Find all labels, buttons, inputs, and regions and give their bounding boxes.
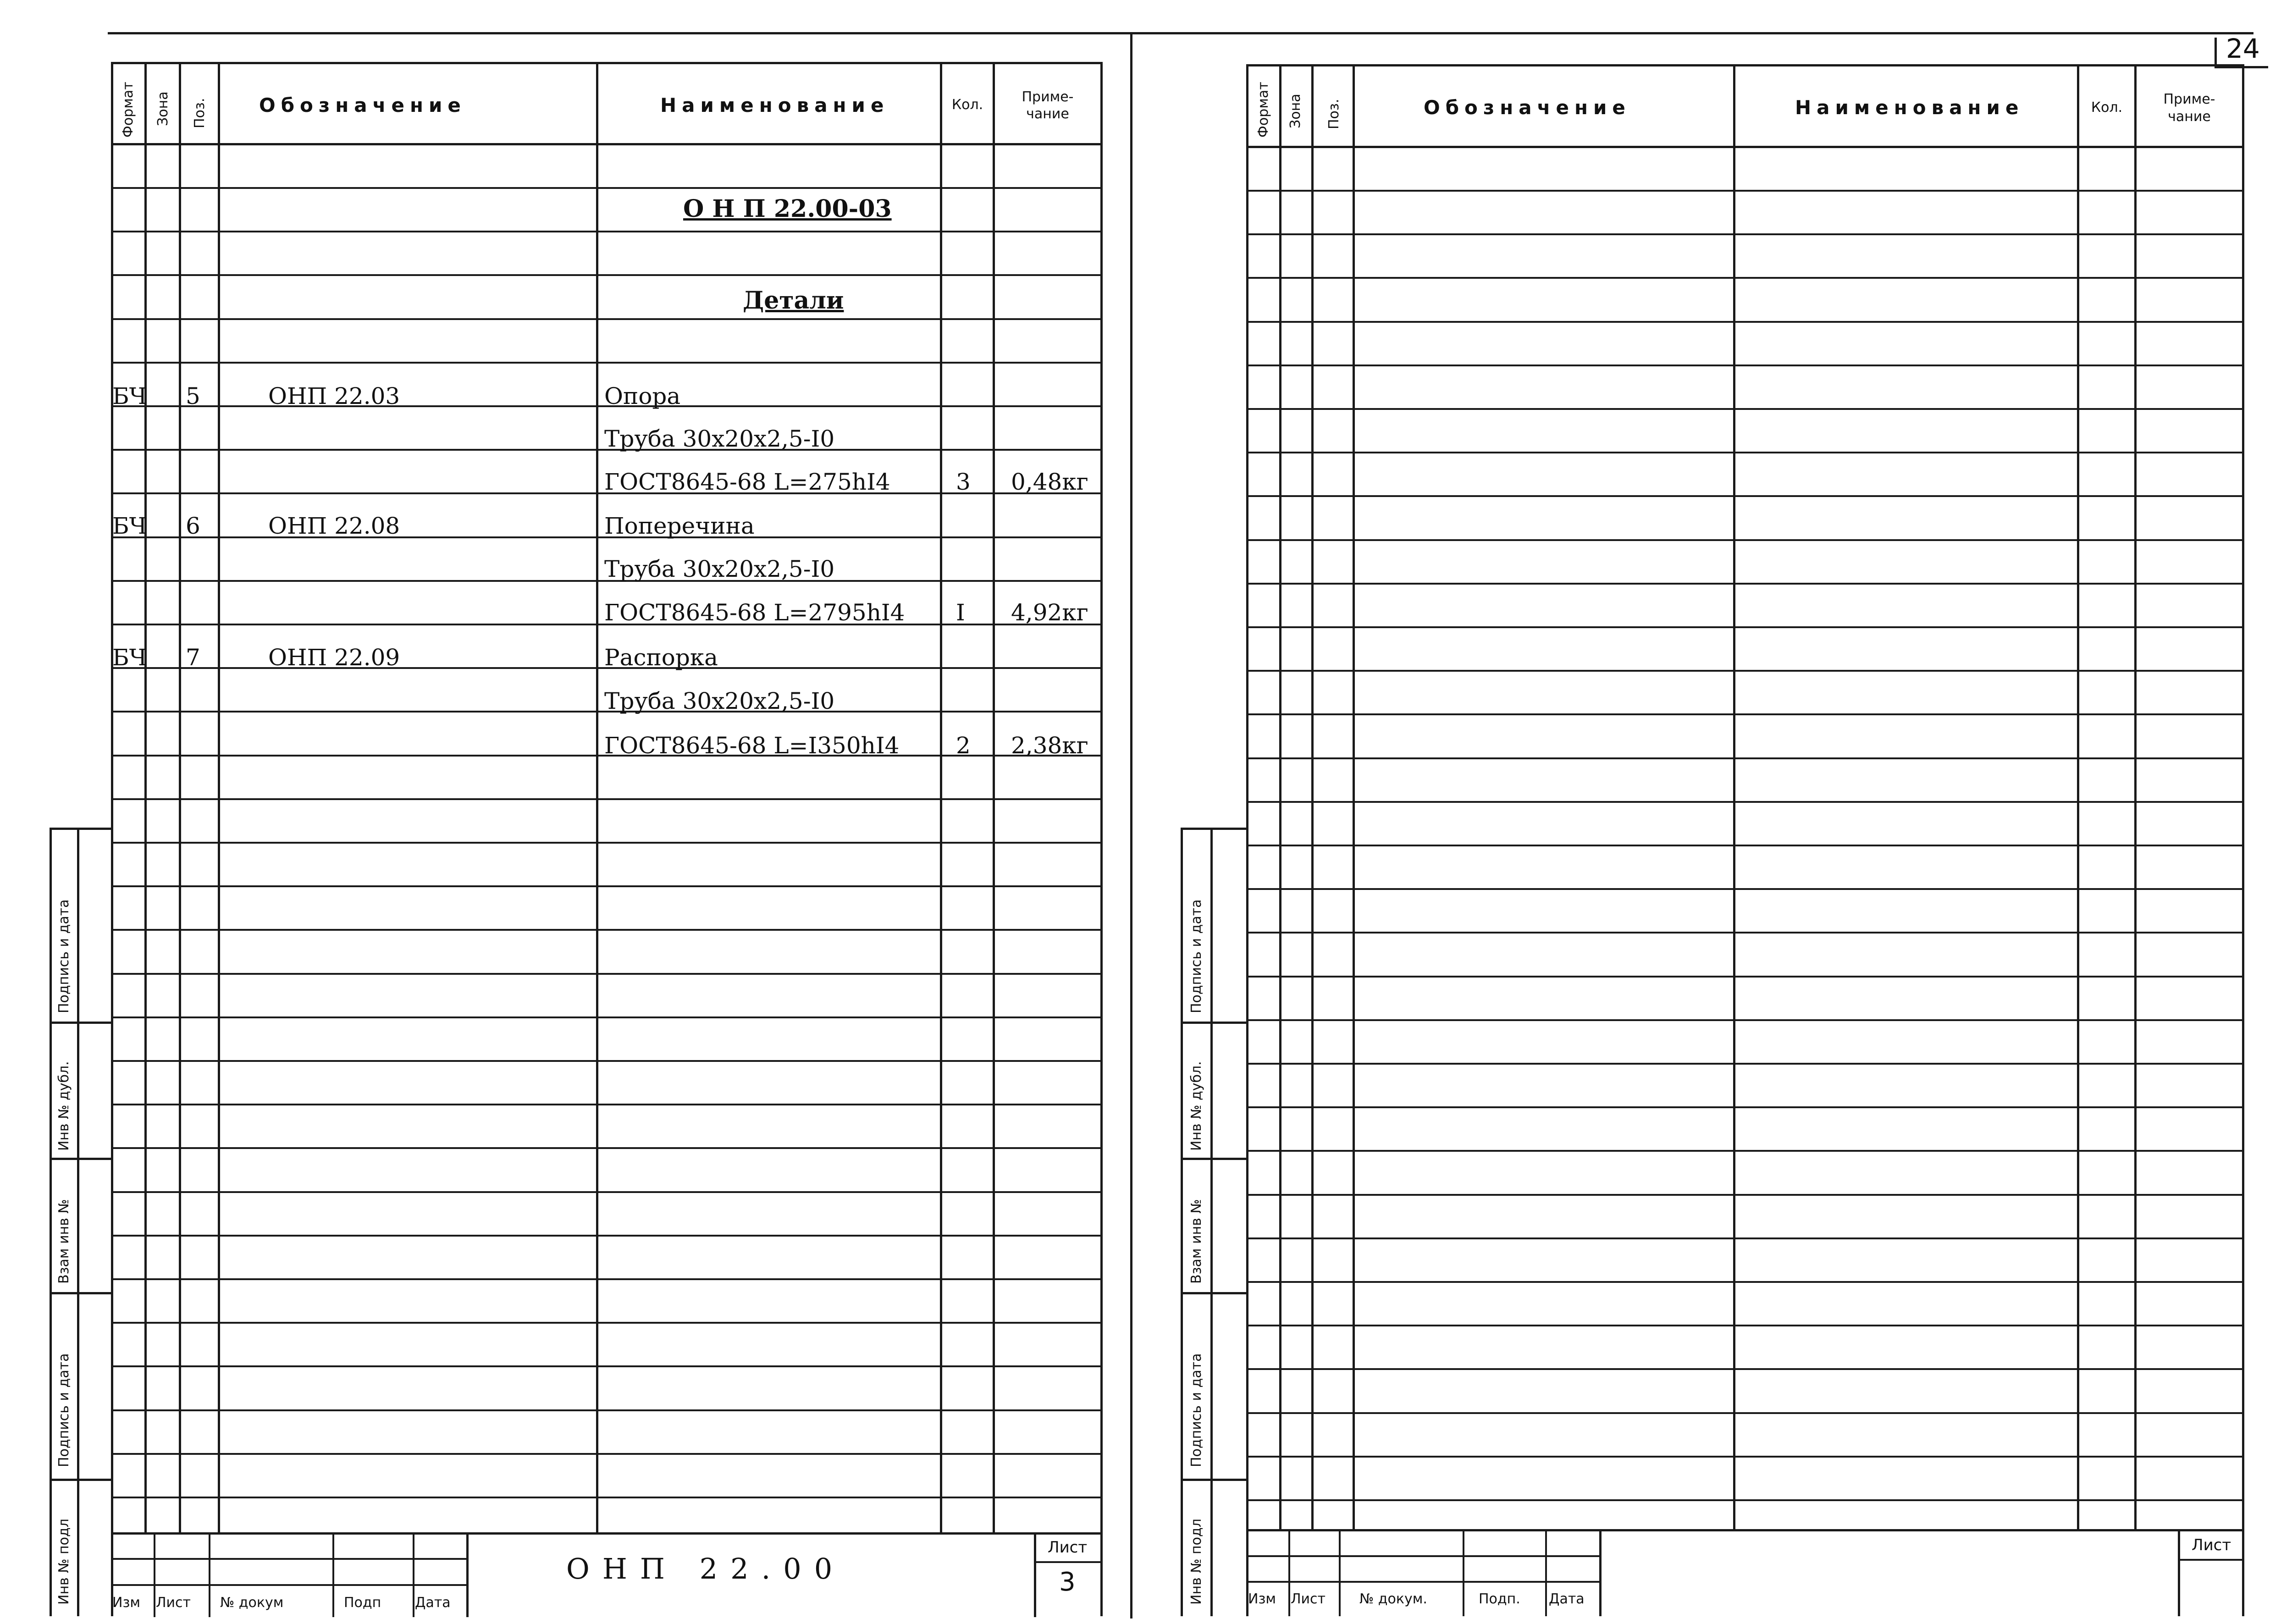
row-line [1246,713,2242,715]
right-header-note-1: Приме- [2163,91,2215,107]
tb-sheet-div [2178,1559,2242,1561]
left-side-label-sign-date-1: Подпись и дата [56,899,72,1013]
right-side-stamp-outer [1181,828,1183,1616]
row-line [1246,452,2242,453]
row-line [1246,888,2242,890]
row-line [1246,1237,2242,1239]
right-header-designation: Обозначение [1424,96,1631,119]
left-header-note-1: Приме- [1022,89,1074,105]
row-name: Труба 30x20x2,5-I0 [604,425,835,452]
row-line [1246,190,2242,192]
right-header-name: Наименование [1795,96,2024,119]
row-line [1246,1019,2242,1021]
row-format: БЧ [112,383,147,409]
left-frame-right [1100,62,1103,1616]
row-note: 2,38кг [1011,732,1088,759]
row-line [111,842,1100,844]
right-header-pos: Поз. [1326,99,1342,129]
row-name: Распорка [604,644,718,671]
left-header-qty: Кол. [951,97,983,113]
right-col-name [2077,64,2079,1531]
page-number: 24 [2226,33,2260,64]
row-line [1246,626,2242,628]
row-line [1246,1106,2242,1108]
row-line [111,1191,1100,1193]
row-line [111,929,1100,931]
tb-col [1339,1529,1341,1616]
row-line [1246,495,2242,497]
row-line [111,1278,1100,1280]
tb-top [111,1532,1100,1535]
row-line [1246,1456,2242,1458]
tb-label-date: Дата [1549,1591,1585,1607]
row-line [1246,801,2242,803]
left-header-designation: Обозначение [259,94,466,116]
tb-label-izm: Изм [1248,1591,1276,1607]
tb-label-list: Лист [1291,1591,1326,1607]
tb-document-code: ОНП 22.00 [566,1552,845,1585]
left-side-stamp-div [50,828,111,830]
left-side-label-orig-inv: Инв № подл [56,1519,72,1605]
left-col-designation [596,62,598,1534]
left-side-stamp-inner [77,828,79,1616]
right-frame-right [2242,64,2244,1616]
top-border-line-right [1135,32,2253,34]
left-header-pos: Поз. [192,98,208,128]
row-qty: 3 [956,469,971,495]
row-line [1246,277,2242,279]
left-side-stamp-div [50,1479,111,1481]
right-side-stamp-div [1181,1292,1246,1294]
right-frame-left [1246,64,1248,1616]
right-side-stamp-div [1181,828,1246,830]
right-col-format [1279,64,1281,1531]
row-line [111,1147,1100,1149]
left-side-stamp-div [50,1022,111,1024]
left-side-label-sign-date-2: Подпись и дата [56,1353,72,1467]
row-line [1246,1150,2242,1152]
row-line [1246,321,2242,323]
row-designation: ОНП 22.03 [268,383,400,409]
left-side-label-repl-inv: Взам инв № [56,1199,72,1284]
row-format: БЧ [112,644,147,671]
tb-label-sign: Подп [344,1595,381,1611]
tb-col [154,1532,155,1617]
row-designation: ОНП 22.08 [268,513,400,539]
tb-sheet-div [1034,1561,1100,1563]
row-line [111,973,1100,975]
row-name: ГОСТ8645-68 L=I350hI4 [604,732,900,759]
tb-sheet-label: Лист [1048,1538,1088,1557]
right-header-note-2: чание [2168,109,2211,125]
right-col-zone [1311,64,1314,1531]
row-line [1246,233,2242,235]
row-name: Поперечина [604,513,755,539]
left-section-title: Детали [743,287,844,315]
tb-col [1545,1529,1547,1616]
row-line [1246,365,2242,366]
tb-top [1246,1529,2242,1531]
right-header-format: Формат [1255,82,1271,138]
left-table-top [111,62,1100,64]
tb-col-sheet [1034,1532,1036,1617]
tb-col-main [466,1532,469,1617]
row-name: Труба 30x20x2,5-I0 [604,688,835,714]
tb-col [1288,1529,1290,1616]
left-col-qty [993,62,995,1534]
left-col-pos [218,62,220,1534]
row-line [111,231,1100,232]
row-name: Опора [604,383,681,409]
row-pos: 7 [186,644,200,671]
left-side-stamp-outer [50,828,52,1616]
row-qty: I [956,599,965,626]
right-side-label-orig-inv: Инв № подл [1188,1519,1204,1605]
tb-label-doc-no: № докум [220,1595,284,1611]
tb-col [413,1532,414,1617]
left-side-stamp-div [50,1292,111,1294]
right-col-designation [1733,64,1735,1531]
right-header-zone: Зона [1287,94,1303,128]
row-name: ГОСТ8645-68 L=2795hI4 [604,599,905,626]
tb-label-sign: Подп. [1479,1591,1520,1607]
row-line [1246,1194,2242,1196]
row-line [111,187,1100,189]
right-header-bottom [1246,146,2242,148]
row-line [111,274,1100,276]
tb-label-izm: Изм [112,1595,141,1611]
row-line [1246,1063,2242,1065]
row-line [1246,757,2242,759]
row-line [111,1453,1100,1455]
sheet-divider [1130,32,1132,1618]
row-note: 4,92кг [1011,599,1088,626]
row-line [1246,932,2242,934]
tb-sheet-number: 3 [1059,1567,1076,1597]
left-header-bottom [111,143,1100,145]
left-side-stamp-div [50,1158,111,1160]
tb-col-sheet [2178,1529,2180,1616]
row-line [111,1409,1100,1411]
tb-label-date: Дата [415,1595,451,1611]
row-designation: ОНП 22.09 [268,644,400,671]
right-col-pos [1353,64,1355,1531]
row-line [111,1322,1100,1324]
row-line [1246,1368,2242,1370]
row-format: БЧ [112,513,147,539]
tb-label-list: Лист [156,1595,191,1611]
row-line [111,1104,1100,1105]
right-col-qty [2134,64,2137,1531]
left-document-title: О Н П 22.00-03 [683,195,892,223]
right-side-label-sign-date-1: Подпись и дата [1188,899,1204,1013]
row-note: 0,48кг [1011,469,1088,495]
right-side-label-repl-inv: Взам инв № [1188,1199,1204,1284]
row-line [1246,408,2242,410]
row-line [1246,845,2242,846]
left-header-zone: Зона [155,91,171,126]
left-col-name [940,62,942,1534]
row-line [1246,1499,2242,1501]
tb-label-doc-no: № докум. [1359,1591,1427,1607]
row-line [1246,976,2242,978]
left-header-format: Формат [120,82,136,138]
row-line [111,1235,1100,1237]
left-header-note-2: чание [1026,106,1069,122]
top-border-line-left [108,32,1135,34]
tb-col-main [1599,1529,1602,1616]
row-line [111,885,1100,887]
right-side-stamp-div [1181,1022,1246,1024]
row-line [1246,1281,2242,1283]
right-header-qty: Кол. [2091,99,2123,116]
right-table-top [1246,64,2242,66]
left-frame-left [111,62,113,1616]
row-name: Труба 30x20x2,5-I0 [604,556,835,582]
left-header-name: Наименование [660,94,889,116]
row-line [1246,583,2242,585]
row-line [111,1060,1100,1062]
tb-col [332,1532,334,1617]
left-col-zone [179,62,181,1534]
row-line [111,798,1100,800]
row-line [111,1497,1100,1498]
row-line [111,318,1100,320]
row-qty: 2 [956,732,971,759]
row-pos: 6 [186,513,200,539]
row-line [111,1016,1100,1018]
row-line [1246,1325,2242,1326]
row-line [1246,1412,2242,1414]
row-line [111,1365,1100,1367]
right-side-stamp-div [1181,1158,1246,1160]
row-line [1246,539,2242,541]
right-side-label-sign-date-2: Подпись и дата [1188,1353,1204,1467]
row-name: ГОСТ8645-68 L=275hI4 [604,469,890,495]
right-side-stamp-div [1181,1479,1246,1481]
left-col-format [144,62,147,1534]
right-side-label-dup-inv: Инв № дубл. [1188,1061,1204,1151]
tb-sheet-label: Лист [2192,1536,2231,1554]
right-side-stamp-inner [1210,828,1213,1616]
tb-col [1463,1529,1464,1616]
row-line [1246,670,2242,672]
left-side-label-dup-inv: Инв № дубл. [56,1061,72,1151]
row-pos: 5 [186,383,200,409]
tb-col [209,1532,210,1617]
row-line [111,362,1100,364]
